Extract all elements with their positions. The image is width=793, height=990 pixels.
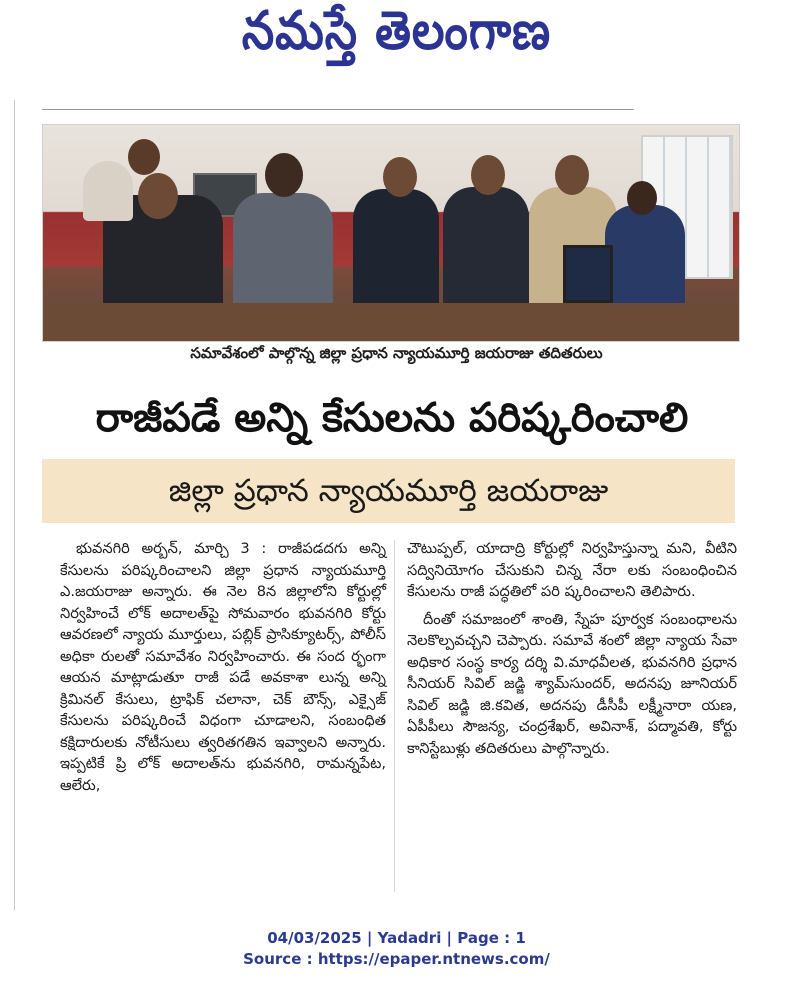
footer-source-link[interactable]: Source : https://epaper.ntnews.com/ [243,950,550,968]
article-headline: రాజీపడే అన్ని కేసులను పరిష్కరించాలి [95,395,689,441]
photo-person-head [471,155,505,195]
footer-date-edition: 04/03/2025 | Yadadri | Page : 1 [267,929,526,947]
photo-person-head [383,157,417,197]
photo-person [83,161,133,221]
photo-person-head [138,173,178,219]
article-subheadline: జిల్లా ప్రధాన న్యాయమూర్తి జయరాజు [168,473,609,509]
photo-table [43,303,739,341]
photo-person-head [555,155,589,195]
article-paragraph: చౌటుప్పల్, యాదాద్రి కోర్టుల్లో నిర్వహిస్తున్నా మని, వీటిని సద్వినియోగం చేసుకుని చిన్న నేరా లకు సంబంధించిన కేసులను రాజీ పద్ధతిలో పరి ష్కరించాలని తెలిపారు. [407,540,737,600]
article-paragraph: దీంతో సమాజంలో శాంతి, స్నేహ పూర్వక సంబంధాలను నెలకొల్పవచ్చని చెప్పారు. సమావే శంలో జిల్లా న్యాయ సేవా అధికార సంస్థ కార్య దర్శి వి.మాధవీలత, భువనగిరి ప్రధాన సీనియర్ సివిల్ జడ్జి శ్యామ్‌సుందర్, అదనపు జూనియర్ సివిల్ జడ్జి జి.కవిత, అదనపు డీసీపీ లక్ష్మీనారా యణ, ఏపీపీలు సౌజన్య, చంద్రశేఖర్, అవినాశ్, పద్మావతి, కోర్టు కానిస్టేబుళ్లు తదితరులు పాల్గొన్నారు. [407,610,737,757]
photo-person-head [128,139,160,175]
article-column-left [60,538,386,898]
article-paragraph: భువనగిరి అర్బన్, మార్చి 3 : రాజీపడదగు అన్ని కేసులను పరిష్కరించాలని జిల్లా ప్రధాన న్యాయమూర్తి ఎ.జయరాజు అన్నారు. ఈ నెల 8న జిల్లాలోని కోర్టుల్లో నిర్వహించే లోక్ అదాలత్‌పై సోమవారం భువనగిరి కోర్టు ఆవరణలో న్యాయ మూర్తులు, పబ్లిక్ ప్రాసిక్యూటర్స్, పోలీస్ అధికా రులతో సమావేశం నిర్వహించారు. ఈ సంద ర్భంగా ఆయన మాట్లాడుతూ రాజీ పడే అవకాశా లున్న అన్ని క్రిమినల్ కేసులు, ట్రాఫిక్ చలానా, చెక్ బౌన్స్, ఎక్సైజ్ కేసులను పరిష్కరించే విధంగా చూడాలని, సంబంధిత కక్షిదారులకు నోటీసులు త్వరితగతిన ఇవ్వాలని అన్నారు. ఇప్పటికే ప్రి లోక్ అదాలత్‌ను భువనగిరి, రామన్నపేట, ఆలేరు, [60,540,386,794]
newspaper-logo: నమస్తే తెలంగాణ [241,0,552,62]
photo-person-head [627,181,657,215]
photo-monitor [563,245,613,303]
column-divider [394,540,395,892]
left-border-rule [14,100,15,910]
photo-caption: సమావేశంలో పాల్గొన్న జిల్లా ప్రధాన న్యాయమూర్తి జయరాజు తదితరులు [190,344,603,362]
top-divider [42,109,634,110]
article-column-right [407,538,737,898]
masthead [0,0,793,86]
news-photo [42,124,740,342]
subheadline-box [42,459,735,523]
photo-person-head [265,153,303,197]
